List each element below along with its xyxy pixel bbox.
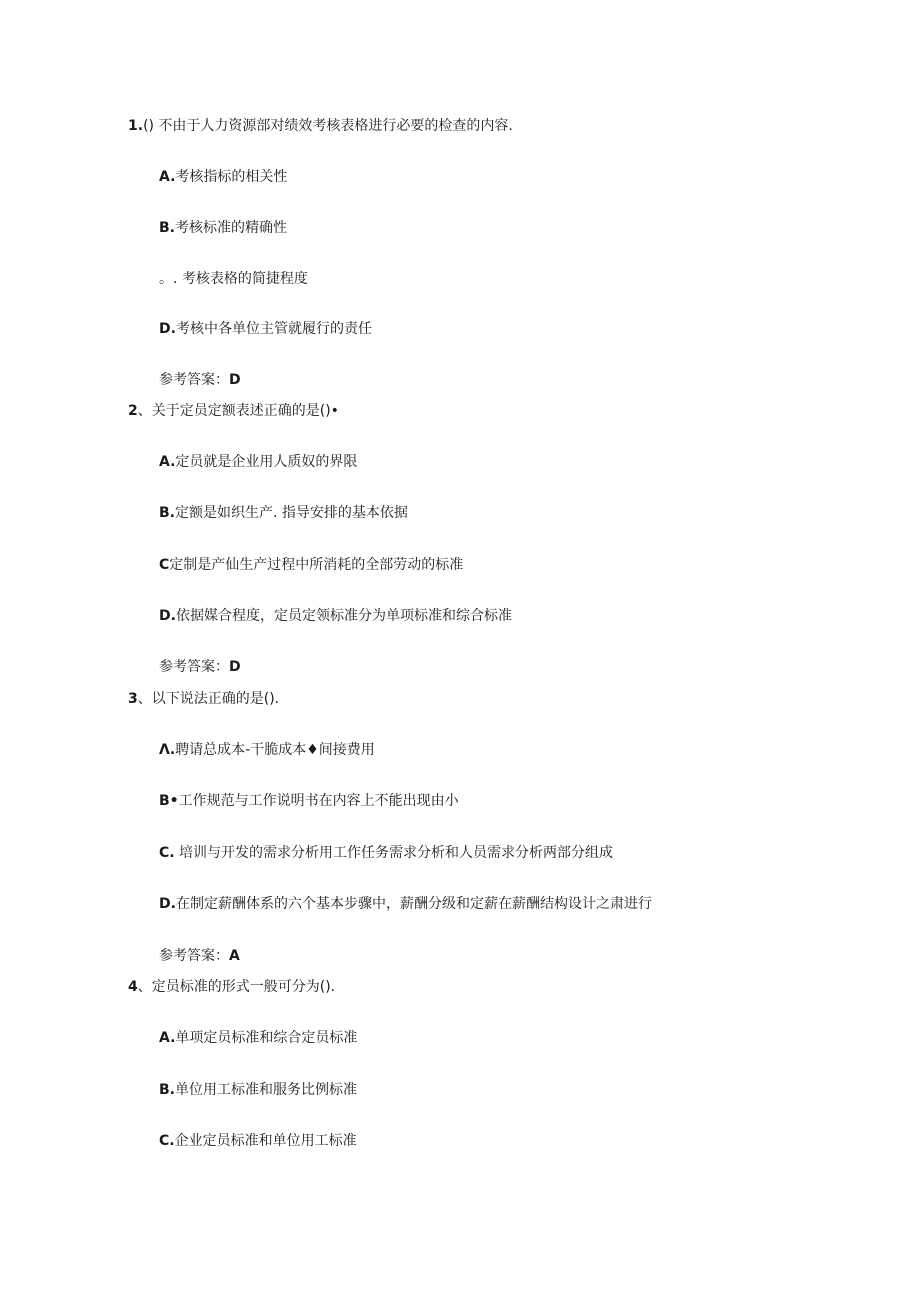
question-3-option-b <box>159 791 459 811</box>
question-1-option-a <box>159 167 287 187</box>
option-label: Λ. <box>159 742 176 758</box>
option-text: 单项定员标准和综合定员标准 <box>175 1030 358 1046</box>
option-text: 在制定薪酬体系的六个基本步骤中，薪酬分级和定薪在薪酬结构设计之肃进行 <box>175 896 652 912</box>
answer-label: 参考答案： <box>159 372 229 388</box>
question-1-option-d <box>159 319 372 339</box>
answer-label: 参考答案： <box>159 948 229 964</box>
option-label: D. <box>159 896 176 912</box>
option-label: A. <box>159 454 176 470</box>
option-text: 定制是产仙生产过程中所消耗的全部劳动的标准 <box>169 557 464 573</box>
question-1-title <box>128 116 513 136</box>
question-1-option-b <box>159 218 287 238</box>
question-number: 3 <box>128 691 138 707</box>
question-text: 、关于定员定额表述正确的是()• <box>137 403 339 419</box>
answer-value: A <box>229 948 240 964</box>
question-4-option-b <box>159 1080 357 1100</box>
question-text: 、定员标准的形式一般可分为(). <box>137 979 336 995</box>
question-number: 1. <box>128 118 144 134</box>
question-number: 4 <box>128 979 138 995</box>
option-text: 工作规范与工作说明书在内容上不能出现由小 <box>178 793 459 809</box>
option-label: B• <box>159 793 179 809</box>
answer-value: D <box>229 659 241 675</box>
answer-value: D <box>229 372 241 388</box>
answer-label: 参考答案： <box>159 659 229 675</box>
question-3-answer <box>159 946 240 966</box>
option-label: C. <box>159 1133 175 1149</box>
option-label: A. <box>159 1030 176 1046</box>
option-text: 考核中各单位主管就履行的责任 <box>175 321 372 337</box>
option-text: 单位用工标准和服务比例标准 <box>175 1082 357 1098</box>
option-label: D. <box>159 608 176 624</box>
question-3-title <box>128 689 279 709</box>
option-label: B. <box>159 505 175 521</box>
question-number: 2 <box>128 403 138 419</box>
option-text: 培训与开发的需求分析用工作任务需求分析和人员需求分析两部分组成 <box>174 845 614 861</box>
question-3-option-a <box>159 740 375 760</box>
option-text: 定员就是企业用人质奴的界限 <box>175 454 358 470</box>
question-2-answer <box>159 657 241 677</box>
question-1-answer <box>159 370 241 390</box>
question-4-option-c <box>159 1131 357 1151</box>
option-label: C <box>159 557 170 573</box>
option-text: 考核指标的相关性 <box>175 169 288 185</box>
option-text: 聘请总成本-干脆成本♦间接费用 <box>175 742 375 758</box>
option-label: D. <box>159 321 176 337</box>
option-text: 定额是如织生产. 指导安排的基本依据 <box>175 505 408 521</box>
option-label: B. <box>159 1082 175 1098</box>
option-label: A. <box>159 169 176 185</box>
question-2-option-d <box>159 606 512 626</box>
question-2-title <box>128 401 339 421</box>
question-3-option-d <box>159 894 652 914</box>
question-text: () 不由于人力资源部对绩效考核表格进行必要的检查的内容. <box>143 118 513 134</box>
option-label: C. <box>159 845 175 861</box>
question-1-option-c <box>159 269 308 289</box>
option-text: 企业定员标准和单位用工标准 <box>174 1133 357 1149</box>
question-2-option-a <box>159 452 357 472</box>
question-2-option-b <box>159 503 408 523</box>
question-4-title <box>128 977 335 997</box>
question-4-option-a <box>159 1028 357 1048</box>
option-text: 考核标准的精确性 <box>175 220 287 236</box>
question-3-option-c <box>159 843 613 863</box>
option-label: B. <box>159 220 175 236</box>
option-text: 。. 考核表格的简捷程度 <box>159 271 308 287</box>
question-2-option-c <box>159 555 463 575</box>
question-text: 、以下说法正确的是(). <box>137 691 280 707</box>
option-text: 依据媒合程度，定员定领标准分为单项标准和综合标准 <box>175 608 512 624</box>
